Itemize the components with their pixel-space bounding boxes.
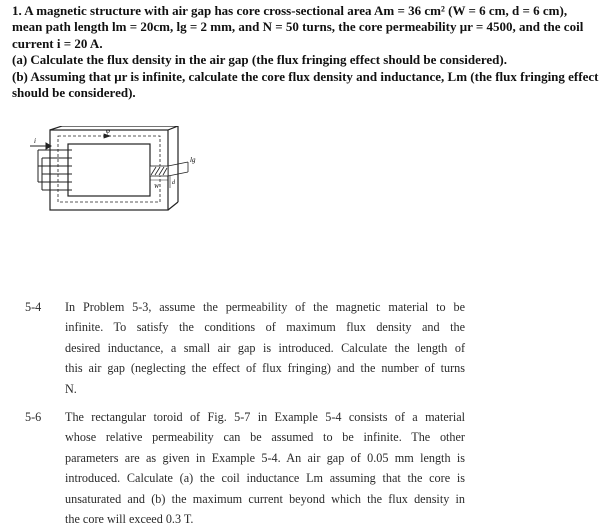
text-line: this air gap (neglecting the effect of flux fringing) and the number of turns — [65, 361, 465, 376]
problem-1-part-b-cont: should be considered). — [12, 85, 136, 101]
magnetic-core-figure — [28, 126, 204, 212]
text-line: introduced. Calculate (a) the coil inductance Lm assuming that the core is — [65, 471, 465, 486]
problem-1-line-3: current i = 20 A. — [12, 35, 103, 51]
text-line: desired inductance, a small air gap is introduced. Calculate the length of — [65, 340, 465, 355]
problem-number: 5-6 — [25, 410, 42, 424]
flux-path — [58, 136, 160, 202]
text-line: infinite. To satisfy the conditions of maximum flux density and the — [65, 320, 465, 335]
air-gap — [150, 162, 188, 176]
problem-1-part-a: (a) Calculate the flux density in the air gap (the flux fringing effect should be considered). — [12, 52, 507, 68]
phi-label: φ — [106, 127, 110, 135]
text-line: the core will exceed 0.3 T. — [65, 512, 194, 527]
problem-1-line-2: mean path length lm = 20cm, lg = 2 mm, and N = 50 turns, the core permeability μr = 4500, and the coil — [12, 19, 584, 35]
problem-1-line-1: 1. A magnetic structure with air gap has core cross-sectional area Am = 36 cm² (W = 6 cm, d = 6 cm), — [12, 3, 568, 18]
problem-1-statement — [12, 3, 608, 101]
coil — [38, 150, 72, 190]
problem-1-part-b: (b) Assuming that μr is infinite, calculate the core flux density and inductance, Lm (the flux fringing effect — [12, 68, 599, 84]
text-line: N. — [65, 381, 77, 396]
current-label: i — [34, 137, 36, 145]
depth-label: d — [172, 180, 175, 186]
core-window — [68, 144, 150, 196]
text-line: parameters are as given in Example 5-4. An air gap of 0.05 mm length is — [65, 450, 465, 465]
width-label: W — [154, 184, 159, 190]
problem-5-4 — [25, 297, 470, 396]
problem-text — [65, 297, 465, 399]
problem-number: 5-4 — [25, 300, 42, 314]
problem-5-6 — [25, 407, 470, 531]
text-line: The rectangular toroid of Fig. 5-7 in Example 5-4 consists of a material — [65, 410, 465, 424]
problem-text — [65, 407, 465, 529]
gap-length-label: lg — [190, 156, 196, 164]
text-line: In Problem 5-3, assume the permeability of the magnetic material to be — [65, 300, 465, 314]
text-line: unsaturated and (b) the maximum current beyond which the flux density in — [65, 491, 465, 506]
text-line: whose relative permeability can be assumed to be infinite. The other — [65, 430, 465, 445]
